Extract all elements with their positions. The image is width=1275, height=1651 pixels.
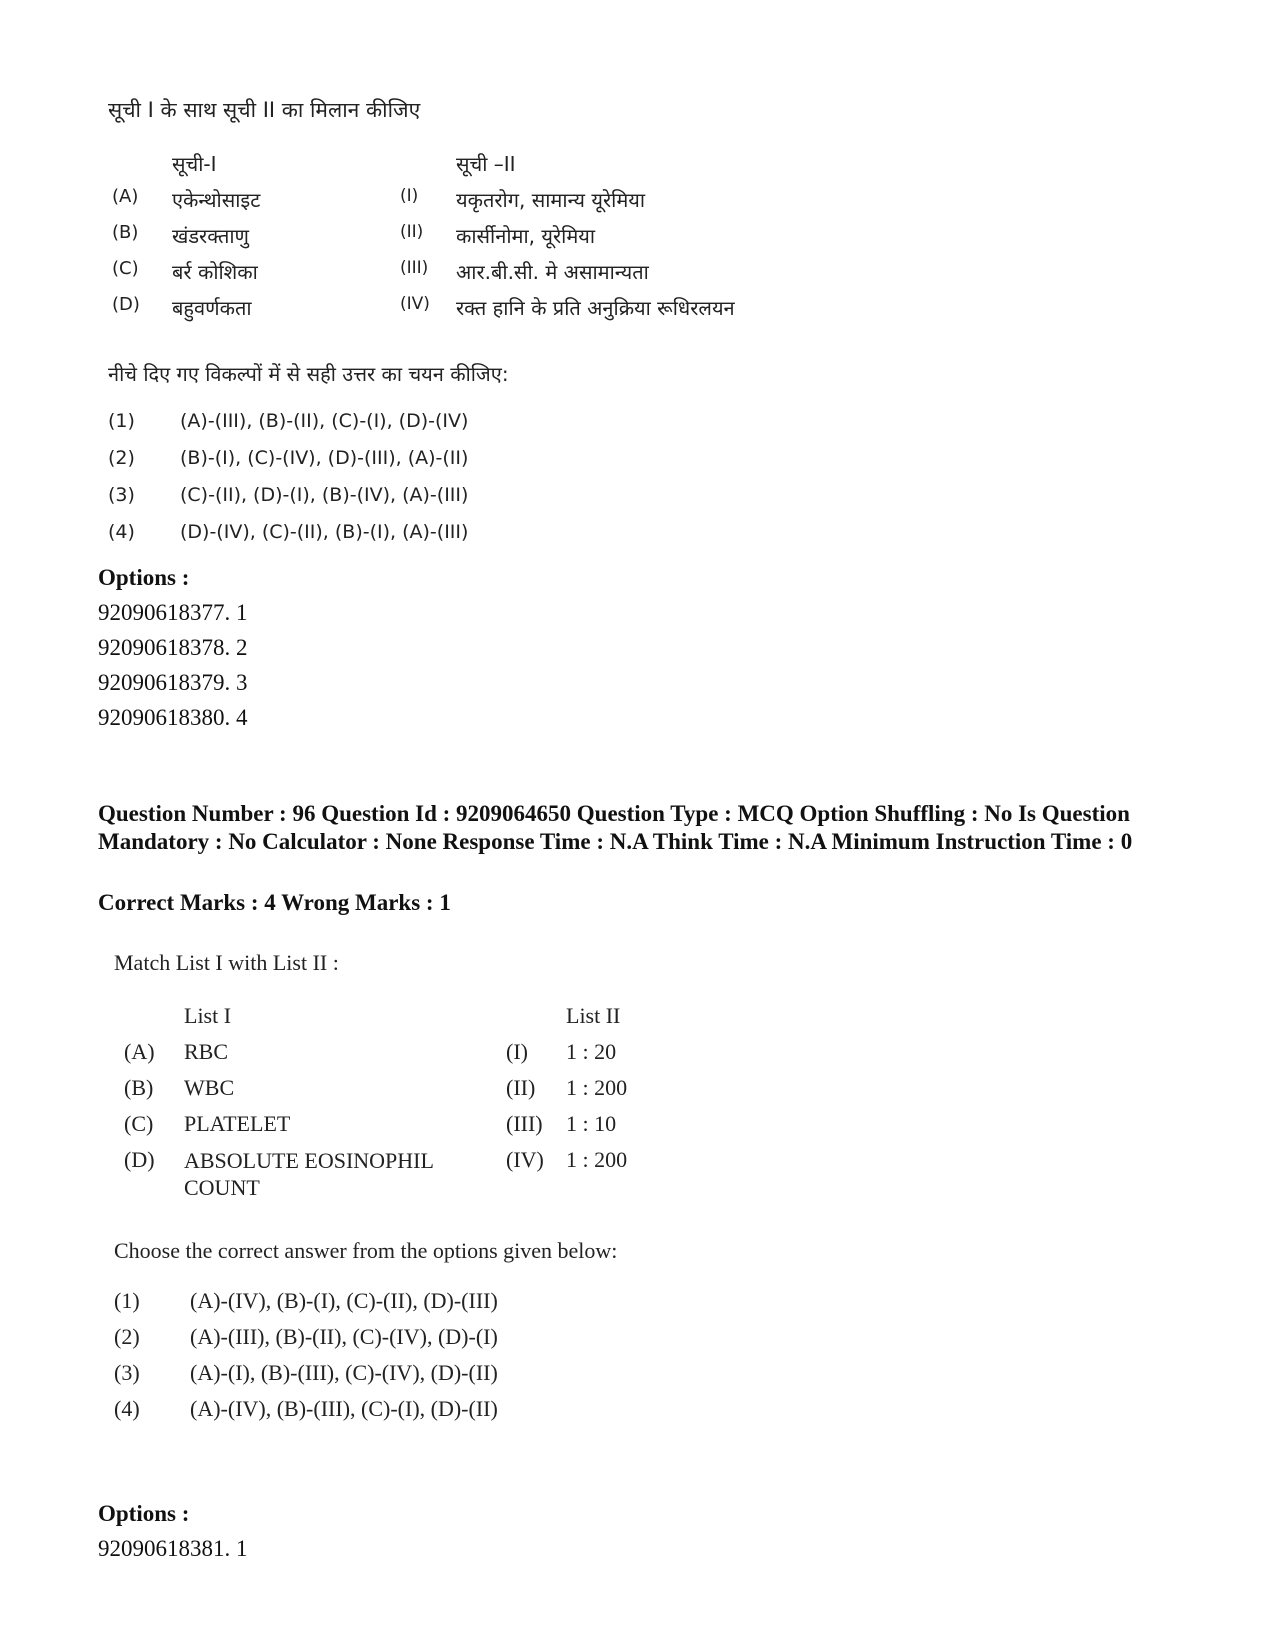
answer-choice	[114, 1360, 634, 1396]
options-heading: Options :	[98, 1501, 190, 1526]
english-match-list	[124, 1003, 684, 1207]
choice-text: (A)-(I), (B)-(III), (C)-(IV), (D)-(II)	[190, 1360, 498, 1385]
row-num: (III)	[506, 1111, 543, 1136]
row-key: (B)	[112, 222, 139, 243]
choice-text: (A)-(IV), (B)-(III), (C)-(I), (D)-(II)	[190, 1396, 498, 1421]
english-choose-instruction: Choose the correct answer from the options given below:	[114, 1238, 618, 1263]
choice-text: (A)-(IV), (B)-(I), (C)-(II), (D)-(III)	[190, 1288, 498, 1313]
choice-number: (1)	[114, 1288, 140, 1313]
row-left: PLATELET	[184, 1111, 291, 1136]
row-num: (IV)	[400, 294, 430, 314]
choice-number: (1)	[108, 410, 135, 432]
hindi-match-list	[112, 150, 812, 330]
english-question-title: Match List I with List II :	[114, 950, 339, 975]
choice-number: (3)	[114, 1360, 140, 1385]
hindi-list-1-heading: सूची-I	[172, 152, 217, 176]
row-key: (A)	[124, 1039, 155, 1064]
question-info: Question Number : 96 Question Id : 9209064650 Question Type : MCQ Option Shuffling : No Is Question Mandatory : No Calculator : None Response Time : N.A Think Time : N.A Minimum Instruction Time : 0	[98, 801, 1133, 854]
row-right: आर.बी.सी. मे असामान्यता	[456, 260, 649, 284]
row-left: एकेन्थोसाइट	[172, 188, 261, 212]
choice-text: (C)-(II), (D)-(I), (B)-(IV), (A)-(III)	[180, 484, 469, 506]
english-list-row	[124, 1075, 684, 1111]
option-item: 92090618377. 1	[98, 600, 248, 625]
answer-choice	[108, 484, 608, 521]
list-2-heading: List II	[566, 1003, 621, 1028]
row-right: 1 : 20	[566, 1039, 617, 1064]
answer-choice	[114, 1324, 634, 1360]
row-num: (I)	[400, 186, 419, 206]
english-list-row	[124, 1111, 684, 1147]
row-key: (D)	[124, 1147, 155, 1172]
answer-choice	[108, 447, 608, 484]
hindi-list-row	[112, 258, 812, 294]
list-1-heading: List I	[184, 1003, 232, 1028]
answer-choice	[114, 1396, 634, 1432]
row-right: 1 : 200	[566, 1147, 628, 1172]
hindi-list-header	[112, 150, 812, 186]
row-right: 1 : 200	[566, 1075, 628, 1100]
row-right: यकृतरोग, सामान्य यूरेमिया	[456, 188, 646, 212]
hindi-list-row	[112, 294, 812, 330]
option-item: 92090618380. 4	[98, 705, 248, 730]
row-left: बर्र कोशिका	[172, 260, 258, 284]
answer-choice	[114, 1288, 634, 1324]
hindi-answer-choices	[108, 410, 608, 558]
choice-text: (A)-(III), (B)-(II), (C)-(I), (D)-(IV)	[180, 410, 469, 432]
answer-choice	[108, 521, 608, 558]
option-item: 92090618381. 1	[98, 1536, 248, 1561]
choice-number: (4)	[114, 1396, 140, 1421]
hindi-list-row	[112, 222, 812, 258]
option-item: 92090618379. 3	[98, 670, 248, 695]
row-left: बहुवर्णकता	[172, 296, 252, 320]
row-key: (C)	[124, 1111, 154, 1136]
english-list-row	[124, 1147, 684, 1207]
hindi-choose-instruction: नीचे दिए गए विकल्पों में से सही उत्तर का चयन कीजिए:	[108, 362, 509, 386]
options-list-1	[98, 560, 248, 735]
option-item: 92090618378. 2	[98, 635, 248, 660]
options-heading: Options :	[98, 565, 190, 590]
choice-number: (3)	[108, 484, 135, 506]
row-num: (II)	[400, 222, 424, 242]
row-left: RBC	[184, 1039, 229, 1064]
row-num: (I)	[506, 1039, 528, 1064]
options-list-2	[98, 1496, 248, 1566]
choice-number: (4)	[108, 521, 135, 543]
choice-text: (D)-(IV), (C)-(II), (B)-(I), (A)-(III)	[180, 521, 469, 543]
english-list-row	[124, 1039, 684, 1075]
row-key: (A)	[112, 186, 139, 207]
row-key: (B)	[124, 1075, 154, 1100]
choice-number: (2)	[108, 447, 135, 469]
hindi-list-row	[112, 186, 812, 222]
row-key: (C)	[112, 258, 139, 279]
row-right: रक्त हानि के प्रति अनुक्रिया रूधिरलयन	[456, 296, 735, 320]
row-right: 1 : 10	[566, 1111, 617, 1136]
row-left: ABSOLUTE EOSINOPHIL COUNT	[184, 1148, 434, 1200]
row-num: (III)	[400, 258, 429, 278]
row-left: खंडरक्ताणु	[172, 224, 249, 248]
row-left: WBC	[184, 1075, 235, 1100]
hindi-question-title: सूची I के साथ सूची II का मिलान कीजिए	[108, 98, 421, 122]
hindi-list-2-heading: सूची –II	[456, 152, 516, 176]
choice-number: (2)	[114, 1324, 140, 1349]
question-marks: Correct Marks : 4 Wrong Marks : 1	[98, 890, 451, 915]
choice-text: (B)-(I), (C)-(IV), (D)-(III), (A)-(II)	[180, 447, 469, 469]
row-right: कार्सीनोमा, यूरेमिया	[456, 224, 596, 248]
row-key: (D)	[112, 294, 140, 315]
row-num: (IV)	[506, 1147, 544, 1172]
answer-choice	[108, 410, 608, 447]
choice-text: (A)-(III), (B)-(II), (C)-(IV), (D)-(I)	[190, 1324, 498, 1349]
row-num: (II)	[506, 1075, 536, 1100]
english-answer-choices	[114, 1288, 634, 1432]
english-list-header	[124, 1003, 684, 1039]
